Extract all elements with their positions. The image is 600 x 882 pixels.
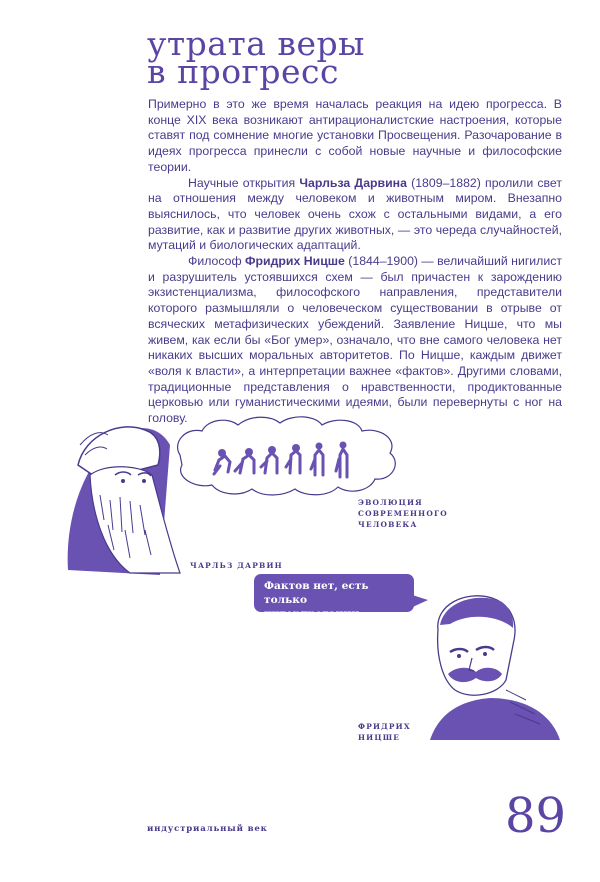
paragraph-1: Примерно в это же время началась реакция на идею прогресса. В конце XIX века возникают антирационалистские настроения, которые ставят под сомнение многие установки Просвещения. Разочарование в идеях прогресса принесли с собой новые научные и философские теории. xyxy=(148,97,562,174)
quote-bubble xyxy=(254,574,414,620)
paragraph-2-post: (1809–1882) пролили свет на отношения между человеком и животным миром. Внезапно выяснилось, что человек очень схож с остальными видами, а его развитие, как и развитие других животных, — это череда случайностей, мутаций и биологических адаптаций. xyxy=(148,175,562,253)
darwin-caption: ЧАРЛЬЗ ДАРВИН xyxy=(190,561,283,570)
evolution-caption-line-3: ЧЕЛОВЕКА xyxy=(358,520,418,529)
quote-line-2: интерпретации. xyxy=(264,608,363,620)
paragraph-3-post: (1844–1900) — величайший нигилист и разрушитель устоявшихся схем — был причастен к зарождению экзистенциализма, философского направления, представители которого размышляли о человеческом существовании в отрыве от всяческих метафизических убеждений. Заявление Ницше, что мы живем, как если бы «Бог умер», означало, что вне самого человека нет никаких высших моральных авторитетов. По Ницше, каждым движет «воля к власти», а интерпретации важнее «фактов». Другими словами, традиционные представления о нравственности, продиктованные церковью или гуманистическими идеями, были перевернуты с ног на голову. xyxy=(148,254,562,426)
nietzsche-illustration xyxy=(410,590,570,740)
paragraph-2 xyxy=(148,176,562,255)
nietzsche-name: Фридрих Ницше xyxy=(245,254,345,269)
quote-line-1: Фактов нет, есть только xyxy=(264,580,369,606)
paragraph-2-pre: Научные открытия xyxy=(188,175,300,190)
title-line-1: утрата веры xyxy=(147,24,365,63)
nietzsche-caption-line-1: ФРИДРИХ xyxy=(358,722,411,731)
darwin-name: Чарльза Дарвина xyxy=(299,175,407,190)
title-line-2: в прогресс xyxy=(147,52,339,91)
page-number: 89 xyxy=(505,788,567,844)
nietzsche-caption-line-2: НИЦШЕ xyxy=(358,733,401,742)
paragraph-3-pre: Философ xyxy=(188,254,246,269)
body-text xyxy=(148,97,562,427)
paragraph-3 xyxy=(148,254,562,427)
running-footer: индустриальный век xyxy=(147,824,268,834)
page-title xyxy=(147,24,365,91)
nietzsche-caption xyxy=(358,721,411,743)
evolution-caption-line-2: СОВРЕМЕННОГО xyxy=(358,509,448,518)
thought-bubble xyxy=(170,415,405,500)
evolution-caption xyxy=(358,497,448,530)
evolution-caption-line-1: ЭВОЛЮЦИЯ xyxy=(358,498,423,507)
